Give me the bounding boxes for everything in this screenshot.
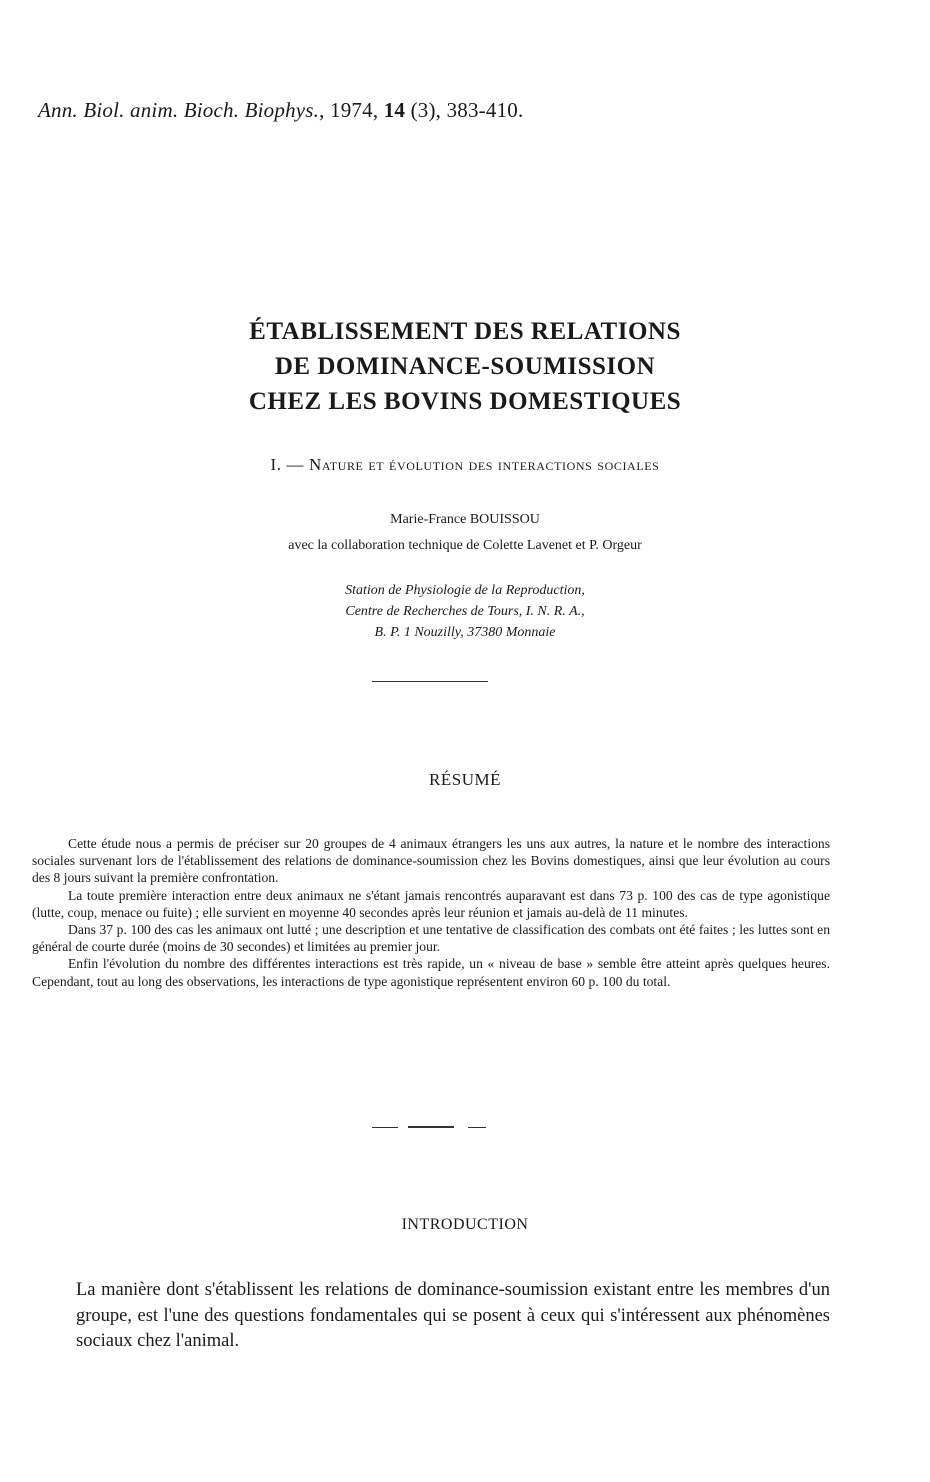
separator-rule-2a (372, 1127, 398, 1128)
resume-heading: RÉSUMÉ (429, 770, 501, 789)
title-line-3: CHEZ LES BOVINS DOMESTIQUES (248, 388, 682, 415)
affiliation-line-1: Station de Physiologie de la Reproduction, (345, 583, 585, 598)
abstract-paragraph: La toute première interaction entre deux animaux ne s'étant jamais rencontrés auparavant est dans 73 p. 100 des cas de type agonistique (lutte, coup, menace ou fuite) ; elle survient en moyenne 40 secondes après leur réunion et jamais au-delà de 11 minutes. (32, 887, 830, 920)
abstract-paragraph: Dans 37 p. 100 des cas les animaux ont lutté ; une description et une tentative de classification des combats ont été faites ; les luttes sont en général de courte durée (moins de 30 secondes) et limitées au premier jour. (32, 922, 830, 955)
introduction-heading: INTRODUCTION (401, 1216, 529, 1233)
abstract-paragraph: Enfin l'évolution du nombre des différentes interactions est très rapide, un « niveau de base » semble être atteint après quelques heures. Cependant, tout au long des observations, les interactions de type agonistique représentent environ 60 p. 100 du total. (32, 956, 830, 989)
journal-volume: 14 (383, 98, 406, 122)
journal-name: Ann. Biol. anim. Bioch. Biophys. (38, 98, 320, 122)
title-line-1: ÉTABLISSEMENT DES RELATIONS (249, 318, 681, 345)
affiliation-line-2: Centre de Recherches de Tours, I. N. R. A., (345, 604, 585, 619)
paper-subtitle: I. — Nature et évolution des interactions sociales (270, 455, 660, 474)
separator-rule-2b (408, 1126, 454, 1128)
affiliation (0, 580, 930, 643)
journal-pages: (3), 383-410. (405, 98, 524, 122)
author-name: Marie-France BOUISSOU (390, 512, 540, 527)
separator-rule-1 (372, 681, 488, 682)
abstract-paragraph: Cette étude nous a permis de préciser sur 20 groupes de 4 animaux étrangers les uns aux autres, la nature et le nombre des interactions sociales survenant lors de l'établissement des relations de dominance-soumission chez les Bovins domestiques, ainsi que leur évolution au cours des 8 jours suivant la première confrontation. (32, 836, 830, 886)
separator-rule-2c (468, 1127, 486, 1128)
collaboration-credit: avec la collaboration technique de Colette Lavenet et P. Orgeur (288, 538, 642, 553)
journal-year: , 1974, (319, 98, 384, 122)
resume-abstract (32, 835, 830, 990)
affiliation-line-3: B. P. 1 Nouzilly, 37380 Monnaie (374, 625, 556, 640)
journal-reference (38, 98, 523, 123)
introduction-paragraph: La manière dont s'établissent les relations de dominance-soumission existant entre les membres d'un groupe, est l'une des questions fondamentales qui se posent à ceux qui s'intéressent aux phénomènes sociaux chez l'animal. (76, 1280, 830, 1351)
title-line-2: DE DOMINANCE-SOUMISSION (274, 353, 656, 380)
introduction-body (76, 1278, 830, 1355)
paper-title (0, 314, 930, 419)
